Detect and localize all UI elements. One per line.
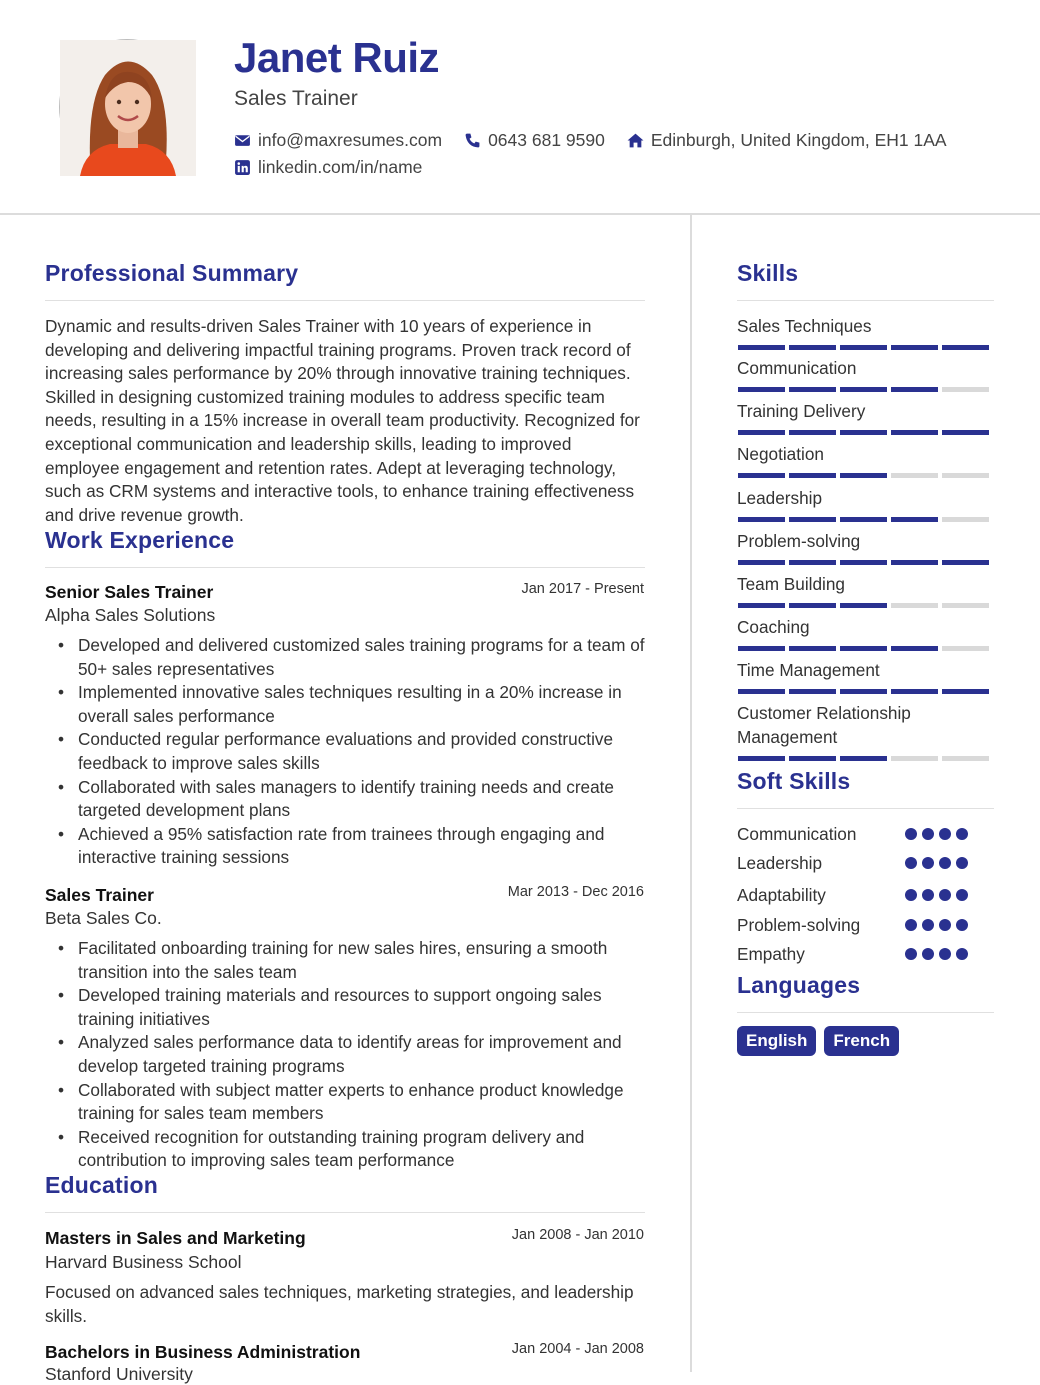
skill-level-segment — [789, 387, 836, 392]
skill-level-segment — [789, 689, 836, 694]
job-dates: Jan 2017 - Present — [521, 581, 644, 597]
skill-level-segment — [738, 560, 785, 565]
soft-skill-rating — [905, 828, 985, 840]
section-rule — [45, 1212, 645, 1213]
soft-skill-rating — [905, 857, 985, 869]
skill-level-segment — [840, 603, 887, 608]
soft-skill-name: Adaptability — [737, 885, 826, 905]
list-item: • Analyzed sales performance data to identify areas for improvement and develop targeted training programs — [52, 1031, 650, 1078]
skill-level-segment — [789, 646, 836, 651]
list-item: • Developed and delivered customized sales training programs for a team of 50+ sales representatives — [52, 634, 650, 681]
job-title: Sales Trainer — [45, 885, 154, 905]
skill-level-segment — [738, 646, 785, 651]
skill-name: Coaching — [737, 617, 810, 637]
skill-level-segment — [840, 689, 887, 694]
contact-row — [234, 130, 969, 151]
linkedin-text: linkedin.com/in/name — [258, 157, 423, 177]
skill-level-bar — [738, 387, 993, 392]
section-rule — [45, 300, 645, 301]
soft-skill-name: Problem-solving — [737, 915, 861, 935]
rating-dot — [922, 889, 934, 901]
skill-level-segment — [840, 430, 887, 435]
skill-level-segment — [738, 430, 785, 435]
skill-name: Customer Relationship Management — [737, 703, 911, 747]
skill-level-segment — [789, 345, 836, 350]
skill-level-segment — [840, 517, 887, 522]
skill-level-bar — [738, 560, 993, 565]
skill-level-segment — [840, 646, 887, 651]
rating-dot — [922, 919, 934, 931]
rating-dot — [905, 919, 917, 931]
skill-level-segment — [891, 560, 938, 565]
list-item: • Developed training materials and resources to support ongoing sales training initiatives — [52, 984, 650, 1031]
degree-title: Bachelors in Business Administration — [45, 1342, 361, 1362]
contact-address — [627, 130, 947, 151]
section-rule — [737, 1012, 994, 1013]
skill-name: Leadership — [737, 488, 823, 508]
skill-level-segment — [942, 756, 989, 761]
rating-dot — [956, 919, 968, 931]
skill-level-segment — [789, 473, 836, 478]
skill-level-segment — [942, 517, 989, 522]
resume-header — [0, 0, 1040, 215]
section-rule — [737, 808, 994, 809]
skill-level-segment — [789, 517, 836, 522]
skill-name: Time Management — [737, 660, 880, 680]
column-divider — [690, 215, 692, 1372]
skills-heading: Skills — [737, 260, 799, 286]
skill-level-segment — [891, 430, 938, 435]
linkedin-icon — [234, 159, 251, 176]
soft-skill-rating — [905, 948, 985, 960]
skill-level-segment — [840, 345, 887, 350]
home-icon — [627, 132, 644, 149]
skill-level-segment — [789, 756, 836, 761]
skill-level-segment — [891, 345, 938, 350]
skill-level-segment — [891, 473, 938, 478]
phone-text: 0643 681 9590 — [488, 130, 605, 150]
skill-level-bar — [738, 517, 993, 522]
skill-name: Training Delivery — [737, 401, 866, 421]
skill-level-segment — [942, 689, 989, 694]
rating-dot — [956, 889, 968, 901]
soft-skill-rating — [905, 919, 985, 931]
skill-level-segment — [738, 603, 785, 608]
experience-heading: Work Experience — [45, 527, 235, 553]
skill-level-segment — [942, 387, 989, 392]
skill-name: Problem-solving — [737, 531, 861, 551]
rating-dot — [956, 857, 968, 869]
languages-heading: Languages — [737, 972, 861, 998]
skill-level-segment — [738, 689, 785, 694]
skill-level-segment — [942, 560, 989, 565]
skill-level-bar — [738, 603, 993, 608]
skill-level-segment — [738, 517, 785, 522]
summary-text: Dynamic and results-driven Sales Trainer with 10 years of experience in developing and delivering impactful training programs. Proven track record of increasing sales performance by 20% through innovative training techniques. Skilled in designing customized training modules to address specific team needs, resulting in a 15% increase in overall team productivity. Recognized for exceptional communication and leadership skills, leading to improved employee engagement and retention rates. Adept at leveraging technology, such as CRM systems and interactive tools, to enhance training effectiveness and drive revenue growth. — [45, 316, 640, 525]
job-title: Senior Sales Trainer — [45, 582, 214, 602]
section-rule — [737, 300, 994, 301]
section-rule — [45, 567, 645, 568]
education-description: Focused on advanced sales techniques, marketing strategies, and leadership skills. — [45, 1282, 634, 1326]
rating-dot — [905, 828, 917, 840]
skill-level-segment — [789, 603, 836, 608]
contact-phone[interactable] — [464, 130, 605, 151]
skill-level-segment — [840, 560, 887, 565]
rating-dot — [905, 857, 917, 869]
rating-dot — [956, 948, 968, 960]
phone-icon — [464, 132, 481, 149]
skill-level-segment — [738, 345, 785, 350]
school-name: Stanford University — [45, 1364, 193, 1384]
list-item: • Conducted regular performance evaluations and provided constructive feedback to improve sales skills — [52, 728, 650, 775]
skill-level-bar — [738, 756, 993, 761]
soft-skill-rating — [905, 889, 985, 901]
skill-level-segment — [942, 345, 989, 350]
skill-level-bar — [738, 345, 993, 350]
contact-email[interactable] — [234, 130, 442, 151]
skill-level-segment — [738, 473, 785, 478]
education-heading: Education — [45, 1172, 158, 1198]
job-bullets — [52, 634, 650, 870]
job-company: Alpha Sales Solutions — [45, 605, 216, 625]
contact-row-2 — [234, 157, 444, 178]
summary-heading: Professional Summary — [45, 260, 299, 286]
job-company: Beta Sales Co. — [45, 908, 162, 928]
language-badge: English — [737, 1026, 816, 1056]
school-name: Harvard Business School — [45, 1252, 242, 1272]
skill-level-segment — [789, 560, 836, 565]
skill-level-segment — [942, 646, 989, 651]
list-item: • Implemented innovative sales techniques resulting in a 20% increase in overall sales performance — [52, 681, 650, 728]
skill-name: Negotiation — [737, 444, 824, 464]
skill-level-segment — [891, 689, 938, 694]
rating-dot — [956, 828, 968, 840]
degree-title: Masters in Sales and Marketing — [45, 1228, 306, 1248]
skill-name: Communication — [737, 358, 857, 378]
email-text: info@maxresumes.com — [258, 130, 443, 150]
skill-level-segment — [942, 603, 989, 608]
skill-level-segment — [942, 473, 989, 478]
soft-skill-name: Communication — [737, 824, 857, 844]
envelope-icon — [234, 132, 251, 149]
skill-level-segment — [891, 756, 938, 761]
skill-level-segment — [738, 756, 785, 761]
skill-level-segment — [840, 473, 887, 478]
rating-dot — [939, 919, 951, 931]
skill-name: Team Building — [737, 574, 845, 594]
rating-dot — [922, 948, 934, 960]
candidate-title: Sales Trainer — [234, 87, 358, 110]
rating-dot — [905, 889, 917, 901]
skill-level-segment — [891, 603, 938, 608]
education-dates: Jan 2008 - Jan 2010 — [511, 1227, 644, 1243]
soft-skills-heading: Soft Skills — [737, 768, 851, 794]
avatar — [59, 39, 195, 175]
rating-dot — [939, 857, 951, 869]
skill-level-bar — [738, 473, 993, 478]
candidate-name: Janet Ruiz — [234, 34, 440, 81]
profile-photo-icon — [60, 40, 196, 176]
list-item: • Facilitated onboarding training for new sales hires, ensuring a smooth transition into the sales team — [52, 937, 650, 984]
rating-dot — [922, 828, 934, 840]
skill-level-segment — [891, 646, 938, 651]
skill-level-segment — [840, 387, 887, 392]
skill-level-segment — [789, 430, 836, 435]
rating-dot — [939, 828, 951, 840]
list-item: • Collaborated with subject matter experts to enhance product knowledge training for sales team members — [52, 1079, 650, 1126]
skill-level-bar — [738, 646, 993, 651]
soft-skill-name: Leadership — [737, 853, 823, 873]
skill-level-bar — [738, 430, 993, 435]
skill-level-segment — [891, 517, 938, 522]
address-text: Edinburgh, United Kingdom, EH1 1AA — [650, 130, 947, 150]
list-item: • Achieved a 95% satisfaction rate from trainees through engaging and interactive training sessions — [52, 823, 650, 870]
skill-level-segment — [942, 430, 989, 435]
rating-dot — [905, 948, 917, 960]
job-bullets — [52, 937, 650, 1173]
soft-skill-name: Empathy — [737, 944, 805, 964]
rating-dot — [939, 948, 951, 960]
list-item: • Received recognition for outstanding training program delivery and contribution to improving sales team performance — [52, 1126, 650, 1173]
skill-level-bar — [738, 689, 993, 694]
skill-name: Sales Techniques — [737, 316, 872, 336]
language-badge: French — [824, 1026, 899, 1056]
job-dates: Mar 2013 - Dec 2016 — [507, 884, 644, 900]
rating-dot — [939, 889, 951, 901]
education-dates: Jan 2004 - Jan 2008 — [511, 1341, 644, 1357]
list-item: • Collaborated with sales managers to identify training needs and create targeted development plans — [52, 776, 650, 823]
skill-level-segment — [738, 387, 785, 392]
skill-level-segment — [840, 756, 887, 761]
contact-linkedin[interactable] — [234, 157, 422, 178]
rating-dot — [922, 857, 934, 869]
languages-list — [737, 1026, 907, 1056]
skill-level-segment — [891, 387, 938, 392]
